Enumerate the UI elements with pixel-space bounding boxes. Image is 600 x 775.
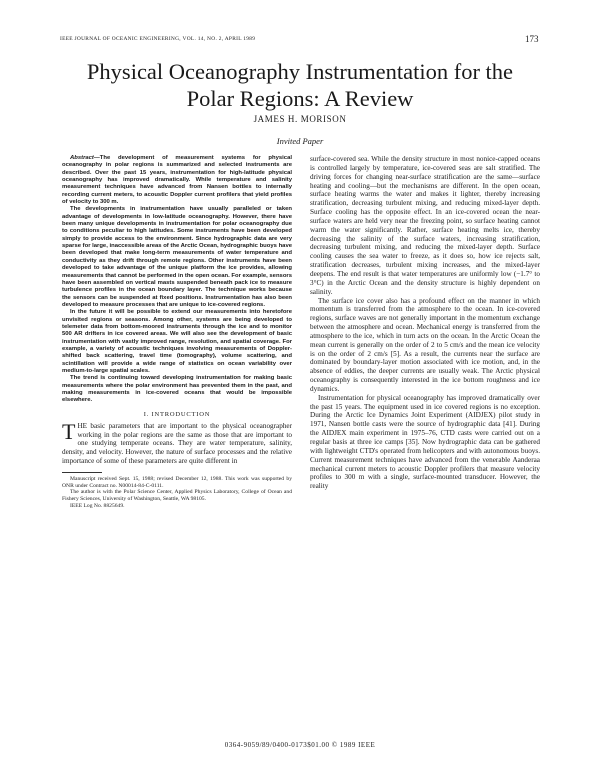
- title-line-1: Physical Oceanography Instrumentation for the: [86, 59, 514, 84]
- abstract: [62, 155, 292, 405]
- footnotes: [62, 476, 292, 510]
- body-paragraph: The surface ice cover also has a profound effect on the manner in which momentum is transferred from the atmosphere to the ocean. In ice-covered regions, surface waves are not generally important in the momentum exchange between the atmosphere and ocean. Mechanical energy is transferred from the atmosphere to the ice, which in turn acts on the ocean. In the Arctic Ocean the mean current is generally on the order of 2 to 5 cm/s and the mean ice velocity is on the order of 2 cm/s [5]. As a result, the currents near the surface are dominated by boundary-layer motion associated with ice motion, and, in the absence of eddies, the deeper currents are usually weak. The Arctic physical oceanography is consequently interested in the ice bottom roughness and ice dynamics.: [310, 296, 540, 393]
- title-line-2: Polar Regions: A Review: [186, 86, 414, 111]
- abstract-lead: Abstract: [70, 155, 94, 161]
- body-paragraph: Instrumentation for physical oceanography has improved dramatically over the past 15 years. The equipment used in ice covered regions is no exception. During the Arctic Ice Dynamics Joint Experiment (AIDJEX) pilot study in 1971, Nansen bottle casts were the source of hydrographic data [41]. During the AIDJEX main experiment in 1975–76, CTD casts were carried out on a regular basis at three ice camps [35]. Now hydrographic data can be gathered with lightweight CTD's operated from helicopters and with autonomous buoys. Current measurement techniques have advanced from the venerable Aanderaa mechanical current meters to acoustic Doppler profilers that measure velocity profiles to 300 m with a single, surface-mounted transducer. However, the reality: [310, 393, 540, 491]
- body-paragraph: surface-covered sea. While the density structure in most nonice-capped oceans is controlled largely by temperature, ice-covered seas are salt stratified. The driving forces for changing near-surface stratification are the same—surface heating and cooling—but the mechanisms are different. In the open ocean, surface heating warms the water and makes it lighter, thereby increasing stratification, decreasing turbulent mixing, and reducing mixed-layer depth. Surface cooling has the opposite effect. In an ice-covered ocean the near-surface waters are held very near the freezing point, so surface heating cannot warm the water significantly. Rather, surface heating melts ice, thereby decreasing the salinity of the surface waters, increasing stratification, decreasing turbulent mixing, and reducing the mixed-layer depth. Surface cooling causes the sea water to freeze, as it does so, how ice rejects salt, stratification decreases, turbulent mixing increases, and the mixed-layer deepens. The end result is that water temperatures are uniformly low (−1.7° to 3°C) in the Arctic Ocean and the density structure is highly dependent on salinity.: [310, 155, 540, 296]
- copyright-line: 0364-9059/89/0400-0173$01.00 © 1989 IEEE: [224, 741, 376, 749]
- footnote: IEEE Log No. 8825649.: [70, 502, 125, 509]
- introduction-text: [62, 418, 292, 466]
- section-heading-introduction: I. INTRODUCTION: [143, 410, 211, 418]
- body-paragraph: THE basic parameters that are important to the physical oceanographer working in the polar regions are the same as those that are important to one studying temperate oceans. They are water temperature, salinity, density, and velocity. However, the nature of surface processes and the relative importance of some of these parameters are quite different in: [62, 418, 292, 466]
- paper-title: [40, 58, 560, 112]
- abstract-paragraph: The trend is continuing toward developing instrumentation for making basic measurements where the polar environment has prevented them in the past, and making measurements in ice-covered oceans that would be impossible elsewhere.: [62, 375, 292, 404]
- running-head: IEEE JOURNAL OF OCEANIC ENGINEERING, VOL. 14, NO. 2, APRIL 1989: [60, 36, 256, 42]
- footnote-divider: [62, 472, 102, 473]
- abstract-paragraph: The developments in instrumentation have usually paralleled or taken advantage of developments in low-latitude oceanography. However, there have been many unique developments in instrumentation for polar oceanography due to conditions peculiar to high latitudes. Some instruments have been developed simply to provide access to the environment. Since hydrographic data are very sparse for large, inaccessible areas of the Arctic Ocean, hydrographic buoys have been developed that make long-term measurements of water temperature and conductivity as they drift through remote regions. Other instruments have been developed to take advantage of the unique platform the ice provides, allowing measurements that cannot be performed in the open ocean. For example, sensors have been assembled on vertical masts suspended beneath pack ice to measure turbulence profiles in the ocean boundary layer. The technique works because the sensors can be suspended at fixed positions. Instrumentation has also been developed to measure processes that are unique to ice-covered regions.: [62, 206, 292, 308]
- footnote: Manuscript received Sept. 15, 1988; revised December 12, 1988. This work was supported by ONR under Contract no. N00014-84-C-0111.: [62, 475, 292, 489]
- right-column-text: [310, 155, 540, 491]
- abstract-paragraph: In the future it will be possible to extend our measurements into heretofore unvisited regions or seasons. Among other, systems are being developed to telemeter data from bottom-moored instruments through the ice and to monitor 500 AR drifters in ice covered areas. We will also see the development of basic instrumentation with vastly improved range, resolution, and spatial coverage. For example, a variety of acoustic techniques involving measurements of Doppler-shifted back scattering, travel time (tomography), volume scattering, and scintillation will provide a wide range of statistics on ocean variability over medium-to-large spatial scales.: [62, 309, 292, 374]
- left-column: [62, 155, 292, 715]
- paper-type: Invited Paper: [276, 136, 324, 146]
- footnote: The author is with the Polar Science Center, Applied Physics Laboratory, College of Ocean and Fishery Sciences, University of Washington, Seattle, WA 98105.: [62, 489, 292, 503]
- drop-cap: T: [62, 418, 76, 444]
- author-name: JAMES H. MORISON: [253, 114, 347, 124]
- page-number: 173: [525, 34, 539, 44]
- abstract-paragraph: Abstract—The development of measurement systems for physical oceanography in polar regions is summarized and selected instruments are described. Over the past 15 years, instrumentation for high-latitude physical oceanography has improved dramatically. While temperature and salinity measurement techniques have advanced from Nansen bottles to internally recording current meters, to acoustic Doppler current profilers that yield profiles of velocity to 300 m.: [62, 155, 292, 206]
- right-column: [310, 155, 540, 673]
